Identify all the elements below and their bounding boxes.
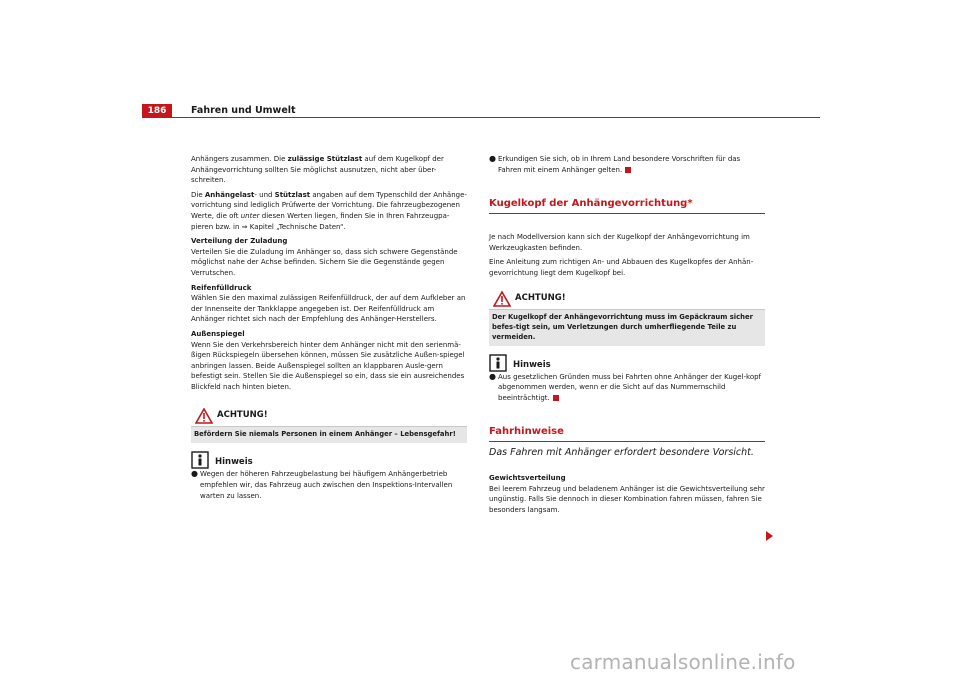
watermark: carmanualsonline.info [570,650,796,674]
heading-zuladung: Verteilung der Zuladung [191,237,288,246]
warning-header [191,406,467,427]
note-icon [191,451,209,469]
note-bullet [191,469,467,501]
bullet-marker: ● [489,371,496,381]
warning-label: ACHTUNG! [515,292,566,303]
heading-reifenfuelldruck: Reifenfülldruck [191,283,252,292]
paragraph-kugelkopf-1: Je nach Modellversion kann sich der Kugelkopf der Anhängevorrichtung im Werkzeugkasten befinden. [489,233,750,252]
note-label: Hinweis [513,359,551,370]
next-page-arrow-icon [766,531,773,541]
paragraph-gewichtsverteilung: Bei leerem Fahrzeug und beladenem Anhänger ist die Gewichtsverteilung sehr ungünstig. Falls Sie dennoch in dieser Kombination fahren müssen, fahren Sie besonders langsam. [489,484,765,514]
page-number: 186 [142,104,172,118]
heading-gewichtsverteilung: Gewichtsverteilung [489,473,566,482]
section-title-kugelkopf: Kugelkopf der Anhängevorrichtung* [489,197,765,214]
bullet-vorschriften [489,154,765,175]
warning-label: ACHTUNG! [217,410,268,421]
note-bullet [489,372,765,404]
warning-header [489,289,765,310]
bullet-marker: ● [191,469,198,479]
warning-text: Befördern Sie niemals Personen in einem Anhänger – Lebensgefahr! [194,430,456,439]
note-text: Aus gesetzlichen Gründen muss bei Fahrten ohne Anhänger der Kugel-kopf abgenommen werden, wenn er die Sicht auf das Nummernschild beeinträchtigt. [498,372,762,402]
heading-aussenspiegel: Außenspiegel [191,329,245,338]
right-column [489,154,765,519]
header-rule [172,117,820,118]
note-icon [489,354,507,372]
left-column [191,154,467,501]
bullet-marker: ● [489,154,496,163]
note-bullet-text: Wegen der höheren Fahrzeugbelastung bei häufigem Anhängerbetrieb empfehlen wir, das Fahrzeug auch zwischen den Inspektions-Intervallen warten zu lassen. [200,470,453,500]
paragraph-aussenspiegel: Wenn Sie den Verkehrsbereich hinter dem Anhänger nicht mit den serienmä-ßigen Rückspiegeln übersehen können, müssen Sie zusätzliche Außen-spiegel anbringen lassen. Beide Außenspiegel sollten an klappbaren Ausle-gern befestigt sein. Stellen Sie die Außenspiegel so ein, dass sie ein ausreichendes Blickfeld nach hinten bieten. [191,340,465,391]
section-end-mark [625,167,631,173]
header-title: Fahren und Umwelt [191,105,296,116]
warning-triangle-icon [493,291,511,307]
paragraph-stuetzlast: Anhängers zusammen. Die zulässige Stützlast auf dem Kugelkopf der Anhängevorrichtung sollten Sie möglichst ausnutzen, nicht aber über-schreiten. [191,155,444,185]
bullet-vorschriften-text: Erkundigen Sie sich, ob in Ihrem Land besondere Vorschriften für das Fahren mit einem Anhänger gelten. [498,155,741,174]
paragraph-zuladung: Verteilen Sie die Zuladung im Anhänger so, dass sich schwere Gegenstände möglichst nahe der Achse befinden. Sichern Sie die Gegenstände gegen Verrutschen. [191,247,458,277]
section-title-fahrhinweise: Fahrhinweise [489,425,765,442]
warning-text: Der Kugelkopf der Anhängevorrichtung muss im Gepäckraum sicher befes-tigt sein, um Verletzungen durch umherfliegende Teile zu vermeiden. [492,312,753,341]
section-end-mark [553,395,559,401]
paragraph-kugelkopf-2: Eine Anleitung zum richtigen An- und Abbauen des Kugelkopfes der Anhän-gevorrichtung liegt dem Kugelkopf bei. [489,258,754,277]
note-label: Hinweis [215,457,253,468]
note-header [489,354,765,372]
warning-triangle-icon [195,408,213,424]
section-subtitle: Das Fahren mit Anhänger erfordert besondere Vorsicht. [489,447,754,459]
warning-box [489,289,765,346]
note-header [191,451,467,469]
paragraph-anhaengelast: Die Anhängelast- und Stützlast angaben auf dem Typenschild der Anhänge-vorrichtung sind lediglich Prüfwerte der Vorrichtung. Die fahrzeugbezogenen Werte, die oft unter diesen Werten liegen, finden Sie in Ihren Fahrzeugpa-pieren bzw. in ⇒ Kapitel „Technische Daten“. [191,190,467,231]
warning-box [191,406,467,443]
paragraph-reifenfuelldruck: Wählen Sie den maximal zulässigen Reifenfülldruck, der auf dem Aufkleber an der Innenseite der Tankklappe angegeben ist. Der Reifenfülldruck am Anhänger richtet sich nach der Empfehlung des Anhänger-Herstellers. [191,294,466,324]
